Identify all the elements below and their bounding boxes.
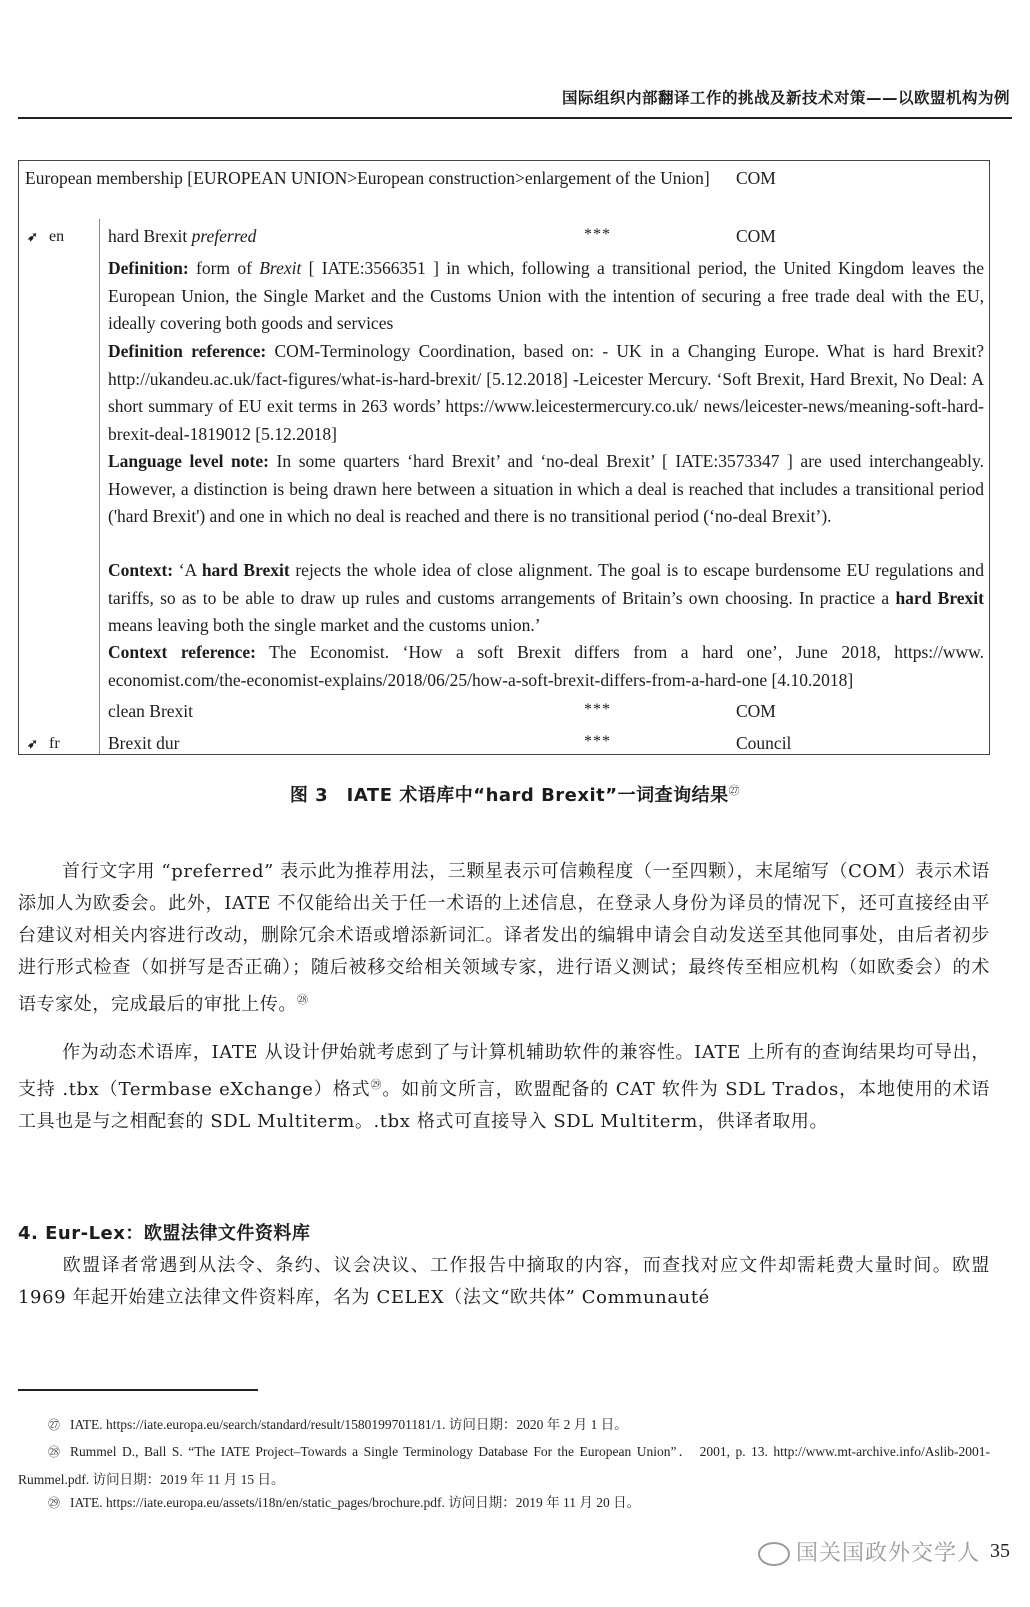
expand-arrow-icon: ➶ [27, 736, 38, 751]
footnote-ref: ㉘ [297, 993, 309, 1006]
footnote-29: ㉙ IATE. https://iate.europa.eu/assets/i18n/en/static_pages/brochure.pdf. 访问日期：2019 年 11 月 20 日。 [48, 1495, 641, 1510]
iate-term-entry-figure [18, 160, 990, 755]
context-reference: Context reference: The Economist. ‘How a soft Brexit differs from a hard one’, June 2018, https://www. economist.com/the-economist-explains/2018/06/25/how-a-soft-brexit-differs-from-a-hard-one [4.10.2018] [108, 642, 984, 690]
lang-code-fr: fr [49, 735, 60, 752]
expand-arrow-icon: ➶ [27, 229, 38, 244]
watermark: 国关国政外交学人 [758, 1536, 980, 1567]
paragraph-1: 首行文字用 “preferred” 表示此为推荐用法，三颗星表示可信赖程度（一至四颗），末尾缩写（COM）表示术语添加人为欧委会。此外，IATE 不仅能给出关于任一术语的上述信息，在登录人身份为译员的情况下，还可直接经由平台建议对相关内容进行改动，删除冗余术语或增添新词汇。译者发出的编辑申请会自动发送至其他同事处，由后者初步进行形式检查（如拼写是否正确）；随后被移交给相关领域专家，进行语义测试；最终传至相应机构（如欧委会）的术语专家处，完成最后的审批上传。$^㉘$ [18, 861, 990, 1015]
header-rule [18, 117, 1012, 119]
paragraph-3: 欧盟译者常遇到从法令、条约、议会决议、工作报告中摘取的内容，而查找对应文件却需耗费大量时间。欧盟 1969 年起开始建立法律文件资料库，名为 CELEX（法文“欧共体” Communauté [18, 1255, 990, 1308]
footnote-ref: ㉗ [728, 784, 741, 797]
definition-reference: Definition reference: COM-Terminology Coordination, based on: - UK in a Changing Europe. What is hard Brexit? http://ukandeu.ac.uk/fact-figures/what-is-hard-brexit/ [5.12.2018] -Leicester Mercury. ‘Soft Brexit, Hard Brexit, No Deal: A short summary of EU exit terms in 263 words’ https://www.leicestermercury.co.uk/ news/leicester-news/meaning-soft-hard-brexit-deal-1819012 [5.12.2018] [108, 341, 984, 444]
footnote-27: ㉗ IATE. https://iate.europa.eu/search/standard/result/1580199701181/1. 访问日期：2020 年 2 月 1 日。 [48, 1417, 628, 1432]
term-brexit-dur: Brexit dur [108, 733, 180, 753]
term-qualifier: preferred [191, 226, 257, 246]
figure-caption: 图 3 IATE 术语库中“hard Brexit”一词查询结果$^㉗$ [289, 784, 741, 806]
column-divider [99, 219, 100, 754]
fr-term-stars: *** [584, 733, 611, 750]
language-level-note: Language level note: In some quarters ‘hard Brexit’ and ‘no-deal Brexit’ [ IATE:3573347 ] are used interchangeably. However, a distinction is being drawn here between a situation in which a deal is reached that includes a transitional period ('hard Brexit') and one in which no deal is reached and there is no transitional period (‘no-deal Brexit’). [108, 451, 984, 526]
page-number: 35 [990, 1540, 1010, 1562]
footnote-ref: ㉙ [370, 1078, 383, 1091]
definition: Definition: form of Brexit [ IATE:3566351 ] in which, following a transitional period, the United Kingdom leaves the European Union, the Single Market and the Customs Union with the intention of securing a free trade deal with the EU, ideally covering both goods and services [108, 258, 984, 333]
fr-term-source: Council [736, 733, 792, 753]
wechat-icon [758, 1542, 790, 1566]
alt-term-stars: *** [584, 701, 611, 718]
domain-source: COM [736, 168, 776, 188]
section-heading: 4. Eur-Lex：欧盟法律文件资料库 [18, 1223, 311, 1244]
reliability-stars: *** [584, 226, 611, 243]
alt-term-source: COM [736, 701, 776, 721]
lang-code-en: en [49, 228, 65, 245]
term-text: hard Brexit [108, 226, 188, 246]
footnote-rule [18, 1389, 258, 1391]
domain-line: European membership [EUROPEAN UNION>European construction>enlargement of the Union] [25, 168, 710, 188]
lang-fr [27, 730, 60, 758]
term-source: COM [736, 226, 776, 246]
alt-term: clean Brexit [108, 701, 194, 721]
paragraph-2: 作为动态术语库，IATE 从设计伊始就考虑到了与计算机辅助软件的兼容性。IATE 上所有的查询结果均可导出，支持 .tbx（Termbase eXchange）格式$^㉙$。如前文所言，欧盟配备的 CAT 软件为 SDL Trados，本地使用的术语工具也是与之相配套的 SDL Multiterm。.tbx 格式可直接导入 SDL Multiterm，供译者取用。 [18, 1042, 990, 1132]
lang-en [27, 223, 64, 251]
term-hard-brexit [108, 223, 256, 251]
context: Context: ‘A hard Brexit rejects the whole idea of close alignment. The goal is to escape burdensome EU regulations and tariffs, so as to be able to draw up rules and customs arrangements of Britain’s own choosing. In practice a hard Brexit means leaving both the single market and the customs union.’ [108, 560, 984, 635]
footnote-28: ㉘ Rummel D., Ball S. “The IATE Project–Towards a Single Terminology Database For the European Union”． 2001, p. 13. http://www.mt-archive.info/Aslib-2001-Rummel.pdf. 访问日期：2019 年 11 月 15 日。 [18, 1444, 990, 1487]
running-header-title: 国际组织内部翻译工作的挑战及新技术对策——以欧盟机构为例 [561, 89, 1010, 107]
